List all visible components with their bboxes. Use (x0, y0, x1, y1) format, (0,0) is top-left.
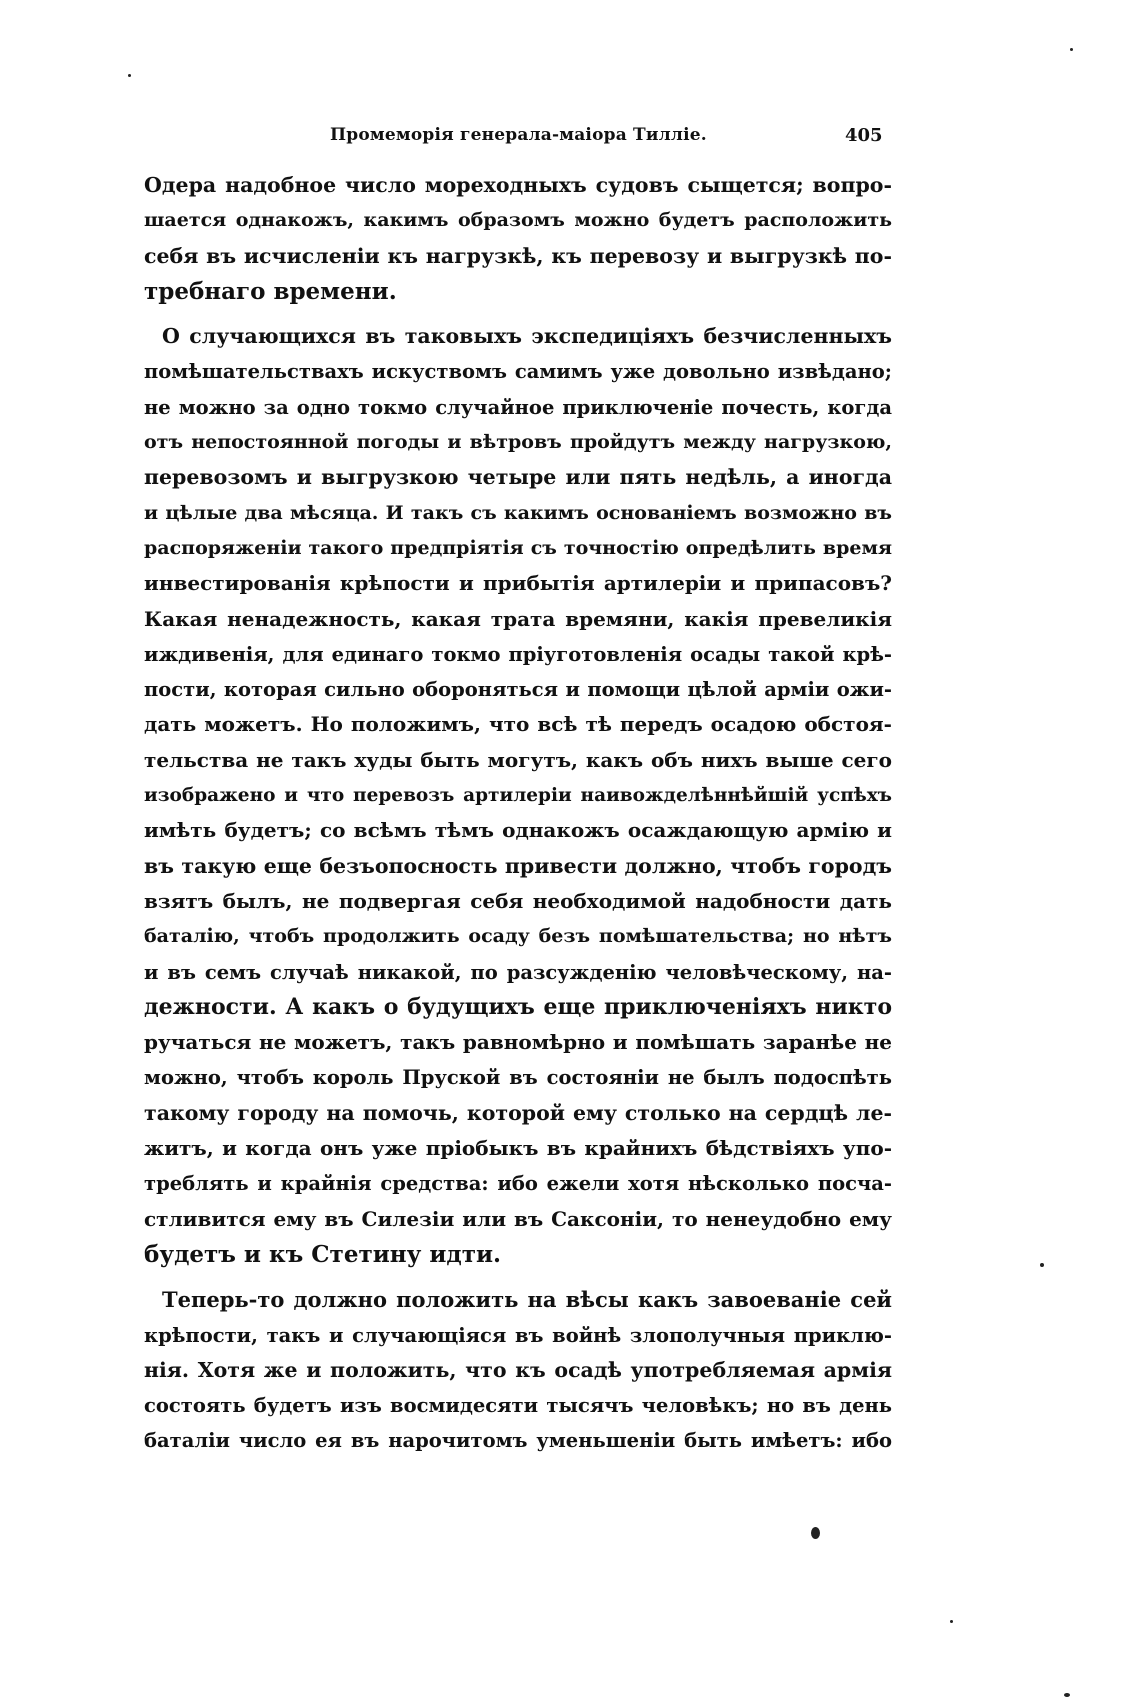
text-line: распоряженіи такого предпріятія съ точностію опредѣлить время (144, 536, 892, 559)
text-line: баталію, чтобъ продолжить осаду безъ помѣшательства; но нѣтъ (144, 925, 892, 948)
paragraph (144, 168, 892, 309)
text-line: дежности. А какъ о будущихъ еще приключеніяхъ никто (144, 993, 892, 1020)
text-line: и цѣлые два мѣсяца. И такъ съ какимъ основаніемъ возможно въ (144, 501, 892, 524)
text-line: будетъ и къ Стетину идти. (144, 1240, 502, 1268)
text-line: стливится ему въ Силезіи или въ Саксоніи, то ненеудобно ему (144, 1206, 892, 1231)
text-line: имѣть будетъ; со всѣмъ тѣмъ однакожъ осаждающую армію и (144, 818, 892, 843)
text-line: баталіи число ея въ нарочитомъ уменьшеніи быть имѣетъ: ибо (144, 1429, 892, 1453)
scan-speck (128, 74, 131, 77)
text-line: нія. Хотя же и положить, что къ осадѣ употребляемая армія (144, 1357, 892, 1382)
text-line: перевозомъ и выгрузкою четыре или пять недѣль, а иногда (144, 465, 892, 490)
text-line: не можно за одно токмо случайное приключеніе почесть, когда (144, 395, 892, 419)
text-line: такому городу на помочь, которой ему столько на сердцѣ ле- (144, 1100, 892, 1125)
running-head (0, 125, 1140, 149)
text-line: Одера надобное число мореходныхъ судовъ сыщется; вопро- (144, 173, 892, 197)
text-line: О случающихся въ таковыхъ экспедиціяхъ безчисленныхъ (162, 324, 892, 349)
text-line: дать можетъ. Но положимъ, что всѣ тѣ передъ осадою обстоя- (144, 712, 892, 737)
text-line: въ такую еще безъопосность привести должно, чтобъ городъ (144, 853, 892, 878)
text-line: отъ непостоянной погоды и вѣтровъ пройдутъ между нагрузкою, (144, 431, 892, 454)
running-title: Промеморія генерала-маіора Тилліе. (330, 125, 707, 145)
paragraph (144, 1282, 892, 1458)
body-text (144, 168, 892, 1459)
text-line: шается однакожъ, какимъ образомъ можно будетъ расположить (144, 209, 892, 232)
text-line: иждивенія, для единаго токмо пріуготовленія осады такой крѣ- (144, 642, 892, 666)
text-line: инвестированія крѣпости и прибытія артилеріи и припасовъ? (144, 571, 892, 596)
text-line: Какая ненадежность, какая трата времяни, какія превеликія (144, 606, 892, 631)
text-line: крѣпости, такъ и случающіяся въ войнѣ злополучныя приклю- (144, 1323, 892, 1347)
text-line: тельства не такъ худы быть могутъ, какъ объ нихъ выше сего (144, 747, 892, 772)
text-line: помѣшательствахъ искуствомъ самимъ уже довольно извѣдано; (144, 360, 892, 384)
scan-speck (1070, 48, 1073, 51)
paragraph (144, 319, 892, 1272)
text-line: изображено и что перевозъ артилеріи наивожделѣннѣйшій успѣхъ (144, 785, 892, 807)
text-line: и въ семъ случаѣ никакой, по разсужденію человѣческому, на- (144, 960, 892, 984)
text-line: состоять будетъ изъ восмидесяти тысячъ человѣкъ; но въ день (144, 1394, 892, 1418)
scan-speck (1040, 1263, 1044, 1267)
text-line: требнаго времени. (144, 277, 397, 305)
text-line: пости, которая сильно обороняться и помощи цѣлой арміи ожи- (144, 678, 892, 702)
text-line: можно, чтобъ король Пруской въ состояніи не былъ подоспѣть (144, 1066, 892, 1090)
text-line: житъ, и когда онъ уже пріобыкъ въ крайнихъ бѣдствіяхъ упо- (144, 1136, 892, 1161)
text-line: взятъ былъ, не подвергая себя необходимой надобности дать (144, 888, 892, 913)
scan-speck (1064, 1693, 1070, 1697)
text-line: треблять и крайнія средства: ибо ежели хотя нѣсколько посча- (144, 1172, 892, 1196)
scan-speck (811, 1527, 820, 1539)
text-line: Теперь-то должно положить на вѣсы какъ завоеваніе сей (162, 1287, 892, 1313)
text-line: себя въ исчисленіи къ нагрузкѣ, къ перевозу и выгрузкѣ по- (144, 243, 892, 268)
scan-speck (950, 1620, 953, 1623)
text-line: ручаться не можетъ, такъ равномѣрно и помѣшать заранѣе не (144, 1030, 892, 1055)
page-number: 405 (845, 125, 883, 146)
